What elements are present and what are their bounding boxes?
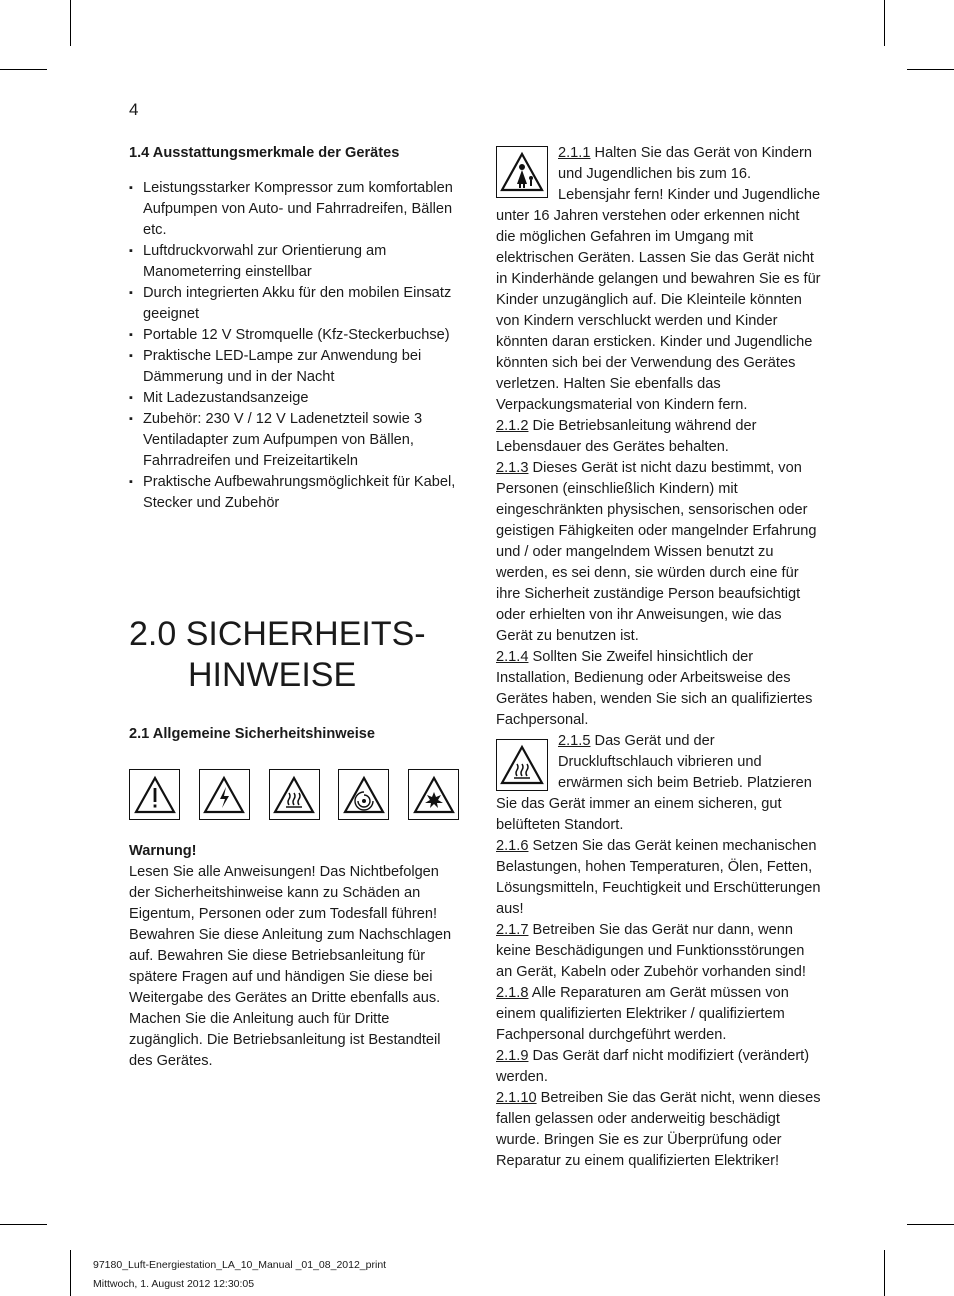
list-item: ▪ Portable 12 V Stromquelle (Kfz-Steckerbuchse): [129, 325, 461, 346]
vibration-icon: [338, 769, 389, 820]
safety-text: Die Betriebsanleitung während der Lebensdauer des Gerätes behalten.: [496, 418, 757, 455]
footer-timestamp: Mittwoch, 1. August 2012 12:30:05: [93, 1278, 255, 1290]
safety-number: 2.1.4: [496, 649, 529, 665]
safety-number: 2.1.8: [496, 985, 529, 1001]
safety-number: 2.1.6: [496, 838, 529, 854]
features-heading: 1.4 Ausstattungsmerkmale der Gerätes: [129, 145, 400, 161]
features-section: [129, 143, 461, 514]
safety-text: Alle Reparaturen am Gerät müssen von einem qualifizierten Elektriker / qualifiziertem Fachpersonal durchgeführt werden.: [496, 985, 789, 1043]
list-item: ▪ Mit Ladezustandsanzeige: [129, 388, 461, 409]
crop-mark: [0, 69, 47, 70]
warning-text: Lesen Sie alle Anweisungen! Das Nichtbefolgen der Sicherheitshinweise kann zu Schäden an Eigentum, Personen oder zum Todesfall führen! Bewahren Sie diese Anleitung zum Nachschlagen auf. Bewahren Sie diese Betriebsanleitung für spätere Fragen auf und händigen Sie diese bei Weitergabe des Gerätes an Dritte ebenfalls aus. Machen Sie die Anleitung auch für Dritte zugänglich. Die Betriebsanleitung ist Bestandteil des Gerätes.: [129, 864, 452, 1069]
list-item: ▪ Praktische LED-Lampe zur Anwendung bei Dämmerung und in der Nacht: [129, 346, 461, 388]
explosion-icon: [408, 769, 459, 820]
safety-text: Betreiben Sie das Gerät nur dann, wenn keine Beschädigungen und Funktionsstörungen an Gerät, Kabeln oder Zubehör vorhanden sind!: [496, 922, 806, 980]
safety-item: [496, 416, 822, 458]
electric-shock-icon: [199, 769, 250, 820]
safety-text: Setzen Sie das Gerät keinen mechanischen Belastungen, hohen Temperaturen, Ölen, Fetten, Lösungsmitteln, Feuchtigkeit und Erschütterungen aus!: [496, 838, 821, 917]
safety-number: 2.1.3: [496, 460, 529, 476]
general-warning-icon: [129, 769, 180, 820]
features-list: [129, 178, 461, 514]
safety-text: Das Gerät und der Druckluftschlauch vibrieren und erwärmen sich beim Betrieb. Platzieren Sie das Gerät immer an einem sicheren, gut belüfteten Standort.: [496, 733, 812, 833]
crop-mark: [907, 1224, 954, 1225]
warning-block: [129, 841, 461, 1072]
section-heading: 2.1 Allgemeine Sicherheitshinweise: [129, 726, 376, 742]
list-item: ▪ Durch integrierten Akku für den mobilen Einsatz geeignet: [129, 283, 461, 325]
safety-item: [496, 1088, 822, 1172]
crop-mark: [0, 1224, 47, 1225]
list-item: ▪ Zubehör: 230 V / 12 V Ladenetzteil sowie 3 Ventiladapter zum Aufpumpen von Bällen, Fahrradreifen und Freizeitartikeln: [129, 409, 461, 472]
crop-mark: [884, 0, 885, 46]
safety-item: [496, 983, 822, 1046]
safety-item: [496, 1046, 822, 1088]
warning-title: Warnung!: [129, 843, 197, 859]
list-item: ▪ Luftdruckvorwahl zur Orientierung am Manometerring einstellbar: [129, 241, 461, 283]
crop-mark: [70, 0, 71, 46]
crop-mark: [70, 1250, 71, 1296]
safety-item: [496, 143, 822, 416]
footer-filename: 97180_Luft-Energiestation_LA_10_Manual _01_08_2012_print: [93, 1259, 387, 1271]
safety-number: 2.1.5: [558, 733, 591, 749]
safety-number: 2.1.10: [496, 1090, 537, 1106]
chapter-title-line2: HINWEISE: [188, 656, 357, 694]
safety-number: 2.1.7: [496, 922, 529, 938]
crop-mark: [884, 1250, 885, 1296]
safety-number: 2.1.9: [496, 1048, 529, 1064]
safety-number: 2.1.2: [496, 418, 529, 434]
safety-item: [496, 647, 822, 731]
safety-text: Sollten Sie Zweifel hinsichtlich der Installation, Bedienung oder Arbeitsweise des Gerätes haben, wenden Sie sich an qualifiziertes Fachpersonal.: [496, 649, 813, 728]
hot-surface-icon: [269, 769, 320, 820]
page-number: 4: [129, 100, 139, 119]
chapter-title-line1: 2.0 SICHERHEITS-: [129, 615, 426, 653]
safety-item: [496, 836, 822, 920]
warning-icon-row: [129, 769, 459, 822]
safety-number: 2.1.1: [558, 145, 591, 161]
print-footer: [93, 1256, 386, 1294]
list-item: ▪ Praktische Aufbewahrungsmöglichkeit für Kabel, Stecker und Zubehör: [129, 472, 461, 514]
chapter-title: [129, 614, 469, 696]
crop-mark: [907, 69, 954, 70]
safety-text: Betreiben Sie das Gerät nicht, wenn dieses fallen gelassen oder anderweitig beschädigt wurde. Bringen Sie es zur Überprüfung oder Reparatur zu einem qualifizierten Elektriker!: [496, 1090, 821, 1169]
list-item: ▪ Leistungsstarker Kompressor zum komfortablen Aufpumpen von Auto- und Fahrradreifen, Bällen etc.: [129, 178, 461, 241]
safety-item: [496, 458, 822, 647]
safety-text: Dieses Gerät ist nicht dazu bestimmt, von Personen (einschließlich Kindern) mit eingeschränkten physischen, sensorischen oder geistigen Fähigkeiten oder mangelnder Erfahrung und / oder mangelndem Wissen benutzt zu werden, es sei denn, sie würden durch eine für ihre Sicherheit zuständige Person beaufsichtigt oder erhielten von ihr Anweisungen, wie das Gerät zu benutzen ist.: [496, 460, 817, 644]
safety-text: Das Gerät darf nicht modifiziert (verändert) werden.: [496, 1048, 810, 1085]
safety-item: [496, 920, 822, 983]
safety-notes: [496, 143, 822, 1172]
safety-text: Halten Sie das Gerät von Kindern und Jugendlichen bis zum 16. Lebensjahr fern! Kinder und Jugendliche unter 16 Jahren verstehen oder erkennen nicht die möglichen Gefahren im Umgang mit elektrischen Geräten. Lassen Sie das Gerät nicht in Kinderhände gelangen und bewahren Sie es für Kinder unzugänglich auf. Die Kleinteile könnten von Kindern verschluckt werden und Kinder könnten daran ersticken. Kinder und Jugendliche könnten sich bei der Verwendung des Gerätes verletzen. Halten Sie ebenfalls das Verpackungsmaterial von Kindern fern.: [496, 145, 821, 413]
safety-item: [496, 731, 822, 836]
